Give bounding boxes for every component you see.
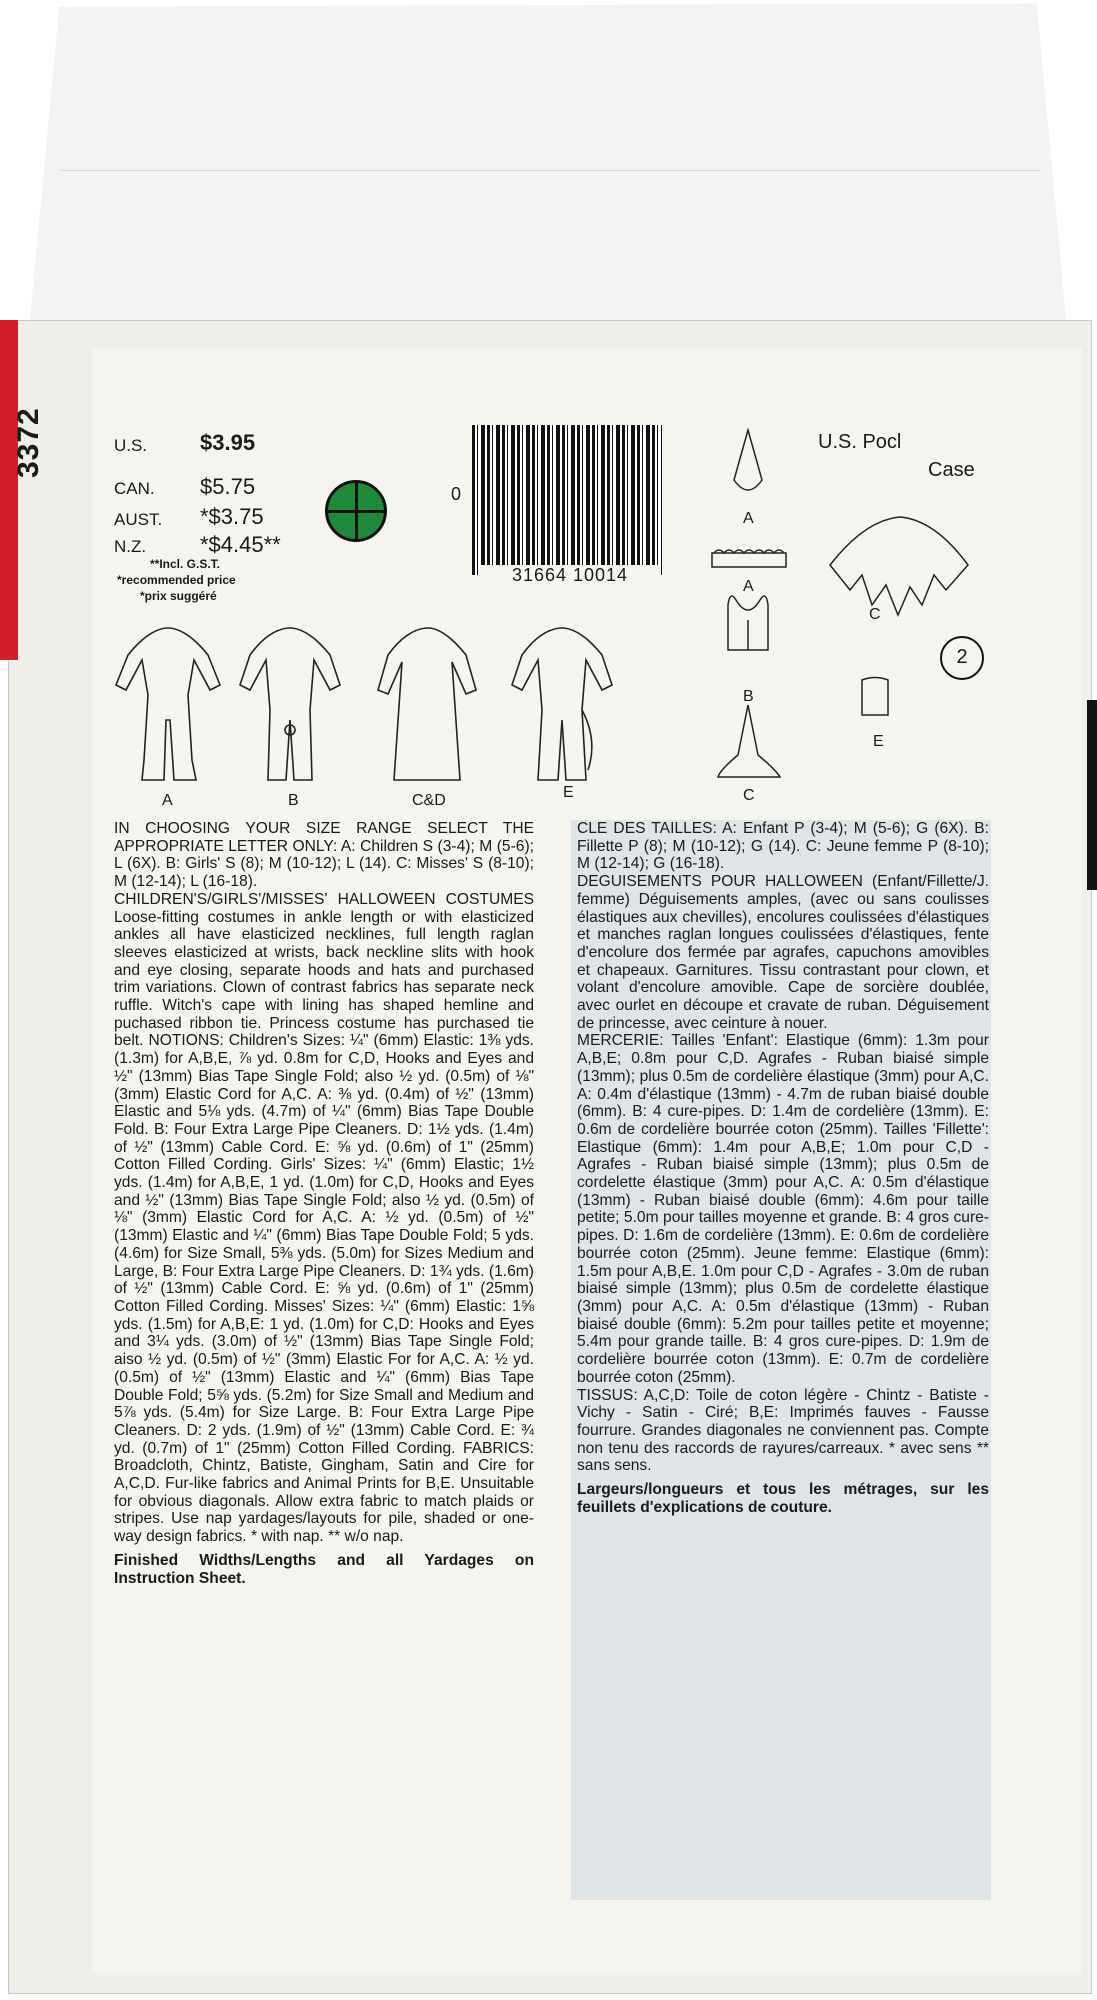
us-pocket-line-2: Case bbox=[928, 459, 975, 481]
price-label-can: CAN. bbox=[114, 479, 155, 498]
piece-label-c1: C bbox=[869, 606, 881, 623]
note-gst: **Incl. G.S.T. bbox=[150, 557, 221, 571]
flap-crease bbox=[60, 170, 1040, 171]
black-edge-strip bbox=[1087, 700, 1097, 890]
piece-ruffle-a-icon bbox=[712, 553, 786, 567]
english-description bbox=[114, 820, 534, 1587]
costume-label-cd: C&D bbox=[412, 792, 446, 809]
cle-des-tailles-text: CLE DES TAILLES: A: Enfant P (3-4); M (5-6); G (6X). B: Fillette P (8); M (10-12); G (14). C: Jeune femme P (8-10); M (12-14); G (16-18). bbox=[577, 820, 989, 873]
price-us: $3.95 bbox=[200, 430, 256, 455]
registration-mark-icon bbox=[325, 480, 387, 542]
costume-b-icon bbox=[240, 628, 340, 780]
costume-sketches bbox=[108, 620, 628, 790]
size-range-text: IN CHOOSING YOUR SIZE RANGE SELECT THE APPROPRIATE LETTER ONLY: A: Children S (3-4); M (5-6); L (6X). B: Girls' S (8); M (10-12); L (14). C: Misses' S (8-10); M (12-14); L (16-18). bbox=[114, 820, 534, 891]
mercerie-text: MERCERIE: Tailles 'Enfant': Elastique (6mm): 1.3m pour A,B,E; 0.8m pour C,D. Agrafes - Ruban biaisé simple (13mm); plus 0.5m de cordelière élastique (3mm) pour A,C. A: 0.4m d'élastique (13mm) - 4.7m de ruban biaisé double (6mm). B: 4 cure-pipes. D: 1.4m de cordelière (13mm). E: 0.6m de cordelière bourrée coton (25mm). Tailles 'Fillette': Elastique (6mm): 1.4m pour A,B,E; 1.0m pour C,D - Agrafes - Ruban biaisé simple (13mm); plus 0.5m de cordelette élastique (3mm) pour A,C. A: 0.5m d'élastique (13mm) - Ruban biaisé double (6mm): 4.6m pour taille petite; 5.0m pour tailles moyenne et grande. B: 4 gros cure-pipes. D: 1.6m de cordelière (13mm). E: 0.6m de cordelière bourrée coton (25mm). Jeune femme: Elastique (6mm): 1.5m pour A,B,E. 1.0m pour C,D - Agrafes - 3.0m de ruban biaisé simple (13mm); plus 0.5m de cordelette élastique (3mm) pour A,C. A: 0.5m d'élastique (13mm) - Ruban biaisé double (6mm): 5.2m pour tailles petite et moyenne; 5.4m pour grande taille. B: 4 gros cure-pipes. D: 1.9m de cordelière bourrée coton (13mm). E: 0.7m de cordelière bourrée coton (25mm). bbox=[577, 1032, 989, 1386]
barcode-number: 31664 10014 bbox=[480, 565, 660, 586]
piece-label-a1: A bbox=[743, 510, 754, 527]
price-can: $5.75 bbox=[200, 474, 256, 499]
finished-widths-text: Finished Widths/Lengths and all Yardages on Instruction Sheet. bbox=[114, 1551, 534, 1587]
us-pocket-line-1: U.S. Pocl bbox=[818, 431, 902, 453]
piece-label-e: E bbox=[873, 733, 884, 750]
costume-label-e: E bbox=[563, 784, 574, 801]
piece-witch-hat-c-icon bbox=[718, 705, 780, 777]
costume-description-text: CHILDREN'S/GIRLS'/MISSES' HALLOWEEN COSTUMES Loose-fitting costumes in ankle length or with elasticized ankles all have elasticized necklines, full length raglan sleeves elasticized at wrists, back neckline slits with hook and eye closing, separate hoods and hats and purchased trim variations. Clown of contrast fabrics has separate neck ruffle. Witch's cape with lining has shaped hemline and puchased ribbon tie. Princess costume has purchased tie belt. NOTIONS: Children's Sizes: ¼" (6mm) Elastic: 1⅜ yds. (1.3m) for A,B,E, ⅞ yd. 0.8m for C,D, Hooks and Eyes and ½" (13mm) Bias Tape Single Fold; also ½ yd. (0.5m) of ⅛" (3mm) Elastic Cord for A,C. A: ⅜ yd. (0.4m) of ½" (13mm) Elastic and 5⅛ yds. (4.7m) of ¼" (6mm) Bias Tape Double Fold. B: Four Extra Large Pipe Cleaners. D: 1½ yds. (1.4m) of ½" (13mm) Cable Cord. E: ⅝ yd. (0.6m) of 1" (25mm) Cotton Filled Cording. Girls' Sizes: ¼" (6mm) Elastic; 1½ yds. (1.4m) for A,B,E, 1 yd. (1.0m) for C,D, Hooks and Eyes and ½" (13mm) Bias Tape Single Fold; also ½ yd. (0.5m) of ⅛" (3mm) Elastic Cord for A,C. A: ½ yd. (0.5m) of ½" (13mm) Elastic and ¼" (6mm) Bias Tape Double Fold; 5 yds. (4.6m) for Size Small, 5⅜ yds. (5.0m) for Sizes Medium and Large, B: Four Extra Large Pipe Cleaners. D: 1¾ yds. (1.6m) of ½" (13mm) Cable Cord. E: ⅝ yd. (0.6m) of 1" (25mm) Cotton Filled Cording. Misses' Sizes: ¼" (6mm) Elastic: 1⅝ yds. (1.5m) for A,B,E: 1 yd. (1.0m) for C,D: Hooks and Eyes and 3¼ yds. (3.0m) of ½" (13mm) Bias Tape Single Fold; aiso ½ yd. (0.5m) of ½" (3mm) Elastic For for A,C. A: ½ yd. (0.5m) of ½" (13mm) Elastic and ¼" (6mm) Bias Tape Double Fold; 5⅝ yds. (5.2m) for Size Small and Medium and 5⅞ yds. (5.4m) for Size Large. B: Four Extra Large Pipe Cleaners. D: 2 yds. (1.9m) of ½" (13mm) Cable Cord. E: ¾ yd. (0.7m) of 1" (25mm) Cotton Filled Cording. FABRICS: Broadcloth, Chintz, Batiste, Gingham, Satin and Cire for A,C,D. Fur-like fabrics and Animal Prints for B,E. Unsuitable for obvious diagonals. Allow extra fabric to match plaids or stripes. Use nap yardages/layouts for pile, shaded or one-way design fabrics. * with nap. ** w/o nap. bbox=[114, 890, 534, 1546]
pattern-pieces-sketch bbox=[700, 425, 1030, 795]
price-label-aust: AUST. bbox=[114, 510, 163, 529]
piece-label-a2: A bbox=[743, 578, 754, 595]
costume-cd-icon bbox=[378, 628, 476, 780]
sheet-number: 2 bbox=[940, 636, 984, 680]
note-recommended: *recommended price bbox=[117, 573, 236, 587]
price-label-us: U.S. bbox=[114, 436, 148, 455]
price-nz: *$4.45** bbox=[200, 532, 281, 557]
piece-label-c2: C bbox=[743, 787, 755, 804]
costume-a-icon bbox=[116, 628, 220, 780]
piece-label-b: B bbox=[743, 688, 754, 705]
pattern-number: 3372 bbox=[12, 407, 45, 478]
tissus-text: TISSUS: A,C,D: Toile de coton légère - Chintz - Batiste - Vichy - Satin - Ciré; B,E: Imprimés fauves - Fausse fourrure. Grandes diagonales ne conviennent pas. Compte non tenu des raccords de rayures/carreaux. * avec sens ** sans sens. bbox=[577, 1386, 989, 1475]
largeurs-text: Largeurs/longueurs et tous les métrages, sur les feuillets d'explications de couture. bbox=[577, 1481, 989, 1516]
french-description bbox=[577, 820, 989, 1516]
piece-hat-a-icon bbox=[734, 430, 762, 490]
costume-label-a: A bbox=[162, 792, 173, 809]
costume-label-b: B bbox=[288, 792, 299, 809]
deguisements-text: DEGUISEMENTS POUR HALLOWEEN (Enfant/Fillette/J. femme) Déguisements amples, (avec ou sans coulisses élastiques aux chevilles), encolures coulissées d'élastiques et manches raglan longues coulissées d'élastiques, fente d'encolure dos fermée par agrafes, capuchons amovibles et chapeaux. Garnitures. Tissu contrastant pour clown, et volant d'encolure amovible. Cape de sorcière doublée, avec ourlet en découpe et cravate de ruban. Déguisement de princesse, avec ceinture à nouer. bbox=[577, 873, 989, 1032]
piece-e-icon bbox=[862, 678, 888, 716]
piece-cape-c-icon bbox=[830, 517, 968, 615]
costume-e-icon bbox=[512, 628, 612, 780]
barcode-icon bbox=[472, 425, 662, 575]
red-edge-strip bbox=[0, 320, 18, 660]
barcode-prefix: 0 bbox=[451, 484, 462, 504]
note-prix: *prix suggéré bbox=[140, 589, 217, 603]
price-label-nz: N.Z. bbox=[114, 537, 147, 556]
price-aust: *$3.75 bbox=[200, 504, 264, 529]
